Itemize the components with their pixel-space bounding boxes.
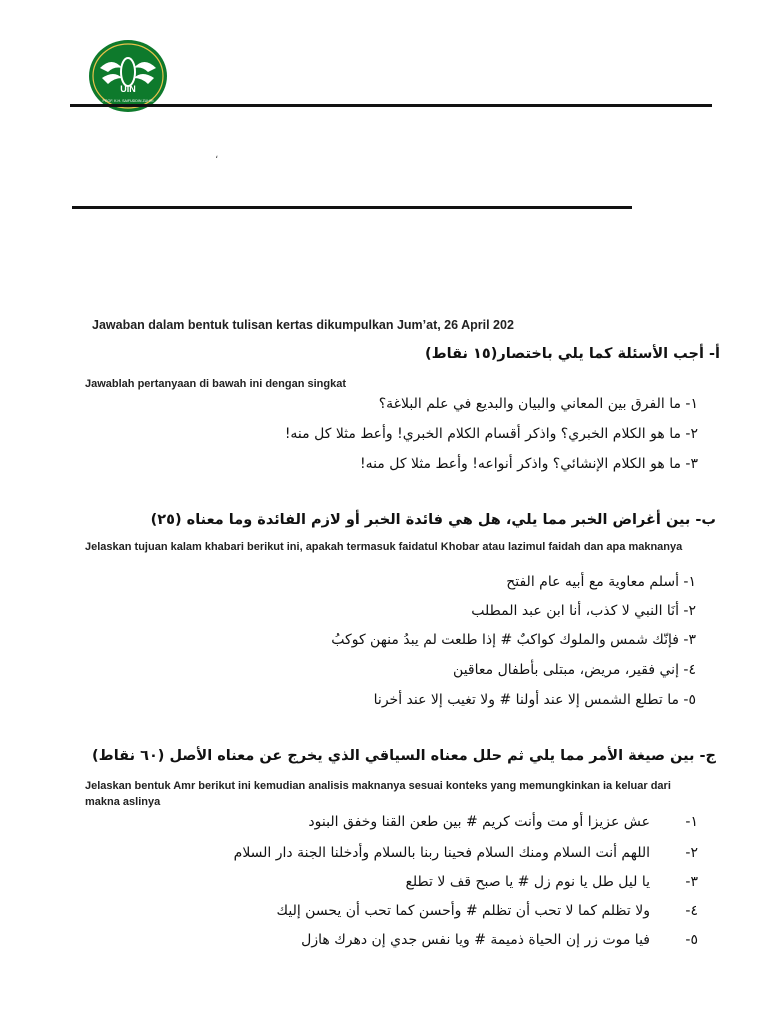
section-b-item-2: ٢- أنَا النبي لا كذب، أنا ابن عبد المطلب bbox=[471, 603, 696, 619]
section-c-item-3-num: ٣- bbox=[685, 874, 698, 890]
section-a-instruction: Jawablah pertanyaan di bawah ini dengan singkat bbox=[85, 378, 347, 390]
section-c-item-5-text: فيا موت زر إن الحياة ذميمة # ويا نفس جدي إن دهرك هازل bbox=[301, 932, 650, 948]
section-a-item-1: ١- ما الفرق بين المعاني والبيان والبديع في علم البلاغة؟ bbox=[378, 396, 698, 412]
section-c-heading: ج- بين صيغة الأمر مما يلي ثم حلل معناه السياقي الذي يخرج عن معناه الأصل (٦٠ نقاط) bbox=[92, 748, 716, 764]
logo-caption: PROF. K.H. SAIFUDDIN ZUHRI bbox=[102, 99, 154, 103]
section-a-item-3: ٣- ما هو الكلام الإنشائي؟ واذكر أنواعه! وأعط مثلا كل منه! bbox=[359, 456, 698, 472]
section-b-instruction: Jelaskan tujuan kalam khabari berikut ini, apakah termasuk faidatul Khobar atau lazimul faidah dan apa maknanya bbox=[85, 541, 683, 553]
section-c-item-4-num: ٤- bbox=[685, 903, 698, 919]
header-divider bbox=[70, 104, 712, 107]
section-c-item-5-num: ٥- bbox=[685, 932, 698, 948]
section-a-item-2: ٢- ما هو الكلام الخبري؟ واذكر أقسام الكلام الخبري! وأعط مثلا كل منه! bbox=[284, 426, 698, 442]
section-c-item-2-text: اللهم أنت السلام ومنك السلام فحينا ربنا بالسلام وأدخلنا الجنة دار السلام bbox=[233, 845, 650, 861]
name-line bbox=[72, 206, 632, 209]
section-c-item-4-text: ولا تظلم كما لا تحب أن تظلم # وأحسن كما تحب أن يحسن إليك bbox=[276, 903, 650, 919]
section-c-item-1-text: عش عزيزا أو مت وأنت كريم # بين طعن القنا وخفق البنود bbox=[308, 814, 650, 830]
stray-mark: ، bbox=[215, 150, 219, 161]
section-b-heading: ب- بين أغراض الخبر مما يلي، هل هي فائدة الخبر أو لازم الفائدة وما معناه (٢٥) bbox=[150, 512, 716, 528]
submission-note: Jawaban dalam bentuk tulisan kertas dikumpulkan Jum’at, 26 April 202 bbox=[92, 318, 514, 332]
section-c-item-3-text: يا ليل طل يا نوم زل # يا صبح قف لا تطلع bbox=[405, 874, 650, 890]
section-a-heading: أ- أجب الأسئلة كما يلي باختصار(١٥ نقاط) bbox=[424, 346, 720, 362]
section-b-item-4: ٤- إني فقير، مريض، مبتلى بأطفال معاقين bbox=[453, 662, 696, 678]
section-c-instruction: Jelaskan bentuk Amr berikut ini kemudian analisis maknanya sesuai konteks yang memungkinkan ia keluar dari makna aslinya bbox=[85, 780, 671, 808]
university-logo bbox=[88, 38, 168, 114]
section-b-item-1: ١- أسلم معاوية مع أبيه عام الفتح bbox=[506, 574, 696, 590]
logo-text: UIN bbox=[120, 84, 136, 94]
section-b-item-3: ٣- فإنّك شمس والملوك كواكبٌ # إذا طلعت لم يبدُ منهن كوكبُ bbox=[331, 632, 696, 648]
section-b-item-5: ٥- ما تطلع الشمس إلا عند أولنا # ولا تغيب إلا عند أخرنا bbox=[373, 692, 696, 708]
section-c-item-1-num: ١- bbox=[685, 814, 698, 830]
section-c-item-2-num: ٢- bbox=[685, 845, 698, 861]
